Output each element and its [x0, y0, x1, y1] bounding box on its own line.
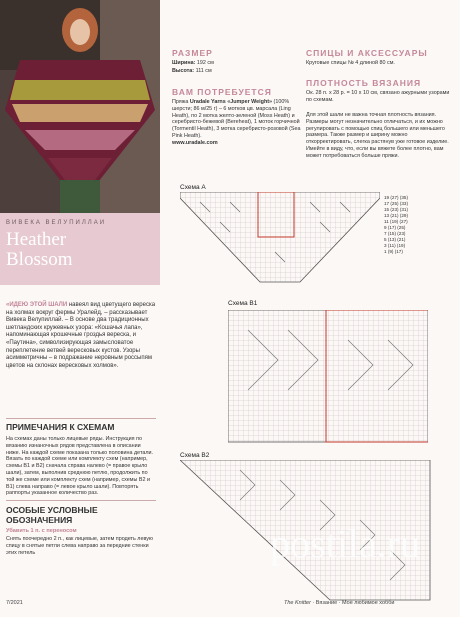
shawl-photo	[0, 0, 160, 213]
size-width: Ширина: 192 см	[172, 60, 214, 66]
page-number: 7/2021	[6, 600, 23, 606]
watermark: postila.ru	[270, 521, 420, 566]
title-line2: Blossom	[6, 249, 73, 270]
needles-text: Круговые спицы № 4 длиной 80 см.	[306, 60, 395, 66]
needs-text: Пряжа Uradale Yarns «Jumper Weight» (100% шерсти; 86 м/25 г) – 6 мотков цв. марсала (Ling Heath), по 2 мотка желто-зеленой (Moss Heath) и серебристо-бежевой (Bereheat), 1 моток горчичной (Tormentil Heath), 3 мотка серебристо-розовой (Sea Pink Heath). www.uradale.com	[172, 99, 301, 146]
size-height: Высота: 111 см	[172, 68, 212, 74]
size-heading: РАЗМЕР	[172, 48, 213, 58]
needles-heading: СПИЦЫ И АКСЕССУАРЫ	[306, 48, 428, 58]
symbols-heading-2: ОБОЗНАЧЕНИЯ	[6, 515, 73, 525]
gauge-heading: ПЛОТНОСТЬ ВЯЗАНИЯ	[306, 78, 422, 88]
intro-lead: «ИДЕЮ ЭТОЙ ШАЛИ	[6, 302, 68, 308]
chart-b1	[228, 310, 428, 446]
divider	[6, 500, 156, 501]
notes-text: На схемах даны только лицевые ряды. Инструкция по вязанию изнаночных рядов представлена в описании ниже. На каждой схеме показана только половина детали. Вязать по каждой схеме или комплекту схем (например, схемы В1 и В2) сначала справа налево (= правое крыло шали), затем, выполнив среднюю петлю, продолжить по той же схеме или комплекту схем (например, схемы В2 и В1) слева направо (= левое крыло шали). Повторять раппорты указанное количество раз.	[6, 436, 154, 497]
chart-a	[180, 192, 380, 288]
symbol-item-title: Убавить 1 п. с переносом	[6, 528, 77, 534]
chart-a-row-numbers: 19 (27) (35) 17 (25) (33) 15 (23) (31) 13 (21) (29) 11 (19) (27) 9 (17) (25) 7 (15) (23) 5 (13) (21) 3 (11) (19) 1 (9) (17)	[384, 195, 409, 254]
chart-a-label: Схема А	[180, 184, 206, 191]
title-line1: Heather	[6, 229, 67, 250]
notes-heading: ПРИМЕЧАНИЯ К СХЕМАМ	[6, 422, 115, 432]
footer-magazine: The Knitter · Вязание · Моё любимое хобби	[284, 600, 395, 606]
gauge-text: Ок. 28 п. х 28 р. = 10 х 10 см, связано ажурными узорами по схемам.	[306, 90, 450, 103]
gauge-note: Для этой шали не важна точная плотность вязания. Размеры могут незначительно отличаться, и их можно регулировать с помощью спиц большего или меньшего размера. Также размер и ширину можно откорректировать, слегка растянув уже готовое изделие. Имейте в виду, что, если вы вяжете более плотно, вам может потребоваться больше пряжи.	[306, 112, 449, 159]
chart-b1-label: Схема В1	[228, 300, 258, 307]
designer-name: ВИВЕКА ВЕЛУПИЛЛАИ	[6, 220, 107, 226]
chart-b2-label: Схема В2	[180, 452, 210, 459]
intro-body: навеял вид цветущего вереска на холмах вокруг фермы Уралейд, – рассказывает Вивека Велупиллай. – В основе два традиционных шетландских кружевных узора: «Кошачья лапа», напоминающая крошечные гроздья вереска, и «Паутина», символизирующая замысловатое переплетение ветвей вересковых кустов. Узоры асимметричны – в подражание неровным россыпям цветов на склонах вересковых холмов».	[6, 302, 156, 369]
intro-text	[6, 302, 156, 370]
divider	[6, 418, 156, 419]
needs-heading: ВАМ ПОТРЕБУЕТСЯ	[172, 87, 272, 97]
symbols-heading-1: ОСОБЫЕ УСЛОВНЫЕ	[6, 505, 98, 515]
symbol-item-text: Снять поочередно 2 п., как лицевые, затем продеть левую спицу в снятые петли слева направо за передние стенки этих петель	[6, 536, 153, 556]
